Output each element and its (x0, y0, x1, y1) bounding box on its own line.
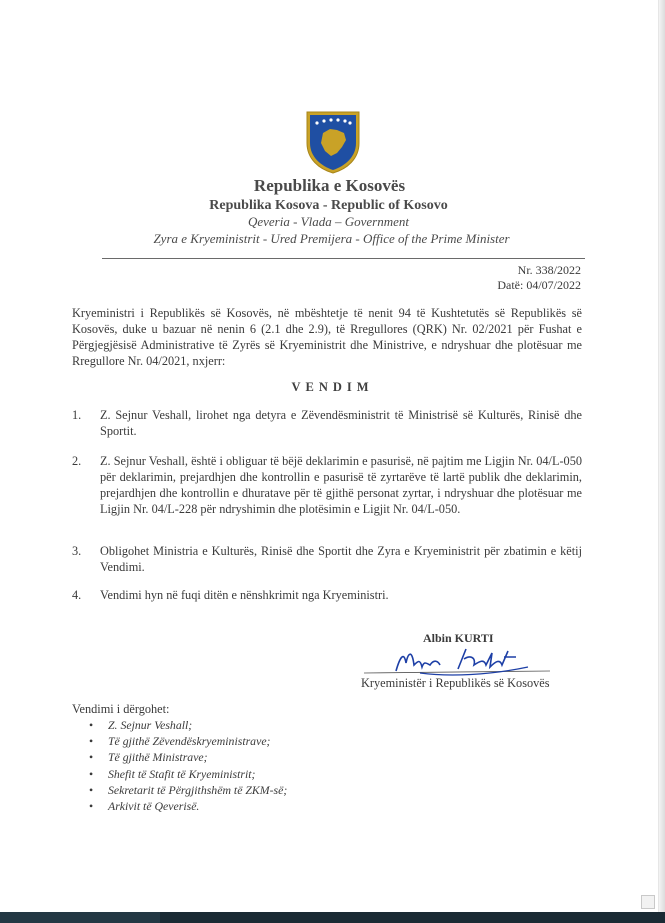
item-number: 3. (72, 544, 82, 558)
item-text: Vendimi hyn në fuqi ditën e nënshkrimit nga Kryeministri. (100, 588, 389, 602)
kosovo-coat-of-arms-icon (303, 109, 363, 175)
list-item: • Të gjithë Ministrave; (89, 750, 208, 765)
document-date: Datë: 04/07/2022 (497, 278, 581, 292)
header-country-multilingual: Republika Kosova - Republic of Kosovo (209, 198, 448, 213)
decision-item (72, 453, 582, 517)
decision-item (72, 543, 582, 575)
list-item: • Z. Sejnur Veshall; (89, 718, 193, 732)
bullet-icon: • (89, 750, 94, 765)
reference-block (497, 263, 581, 293)
document-number: Nr. 338/2022 (517, 263, 581, 277)
viewer-bottom-bar-segment (0, 912, 160, 923)
item-number: 2. (72, 454, 82, 468)
intro-paragraph: Kryeministri i Republikës së Kosovës, në mbështetje të nenit 94 të Kushtetutës së Republikës së Kosovës, duke u bazuar në nenin 6 (2.1 dhe 2.9), të Rregullores (QRK) Nr. 02/2021 për Fushat e Përgjegjësisë Administrative të Zyrës së Kryeministrit dhe Ministrive, e ndryshuar dhe plotësuar me Rregullore Nr. 04/2021, nxjerr: (72, 306, 582, 368)
handwritten-signature (360, 643, 560, 679)
item-text: Obligohet Ministria e Kulturës, Rinisë dhe Sportit dhe Zyra e Kryeministrit për zbatimin e këtij Vendimi. (100, 544, 582, 574)
viewer-bottom-bar (0, 912, 665, 923)
item-text: Z. Sejnur Veshall, lirohet nga detyra e Zëvendësministrit të Ministrisë së Kulturës, Rinisë dhe Sportit. (100, 408, 582, 438)
bullet-icon: • (89, 799, 94, 814)
list-item: • Shefit të Stafit të Kryeministrit; (89, 766, 256, 781)
decision-title: VENDIM (291, 380, 374, 394)
header-government: Qeveria - Vlada – Government (247, 214, 409, 229)
bullet-icon: • (89, 766, 94, 781)
decision-item (72, 587, 582, 603)
item-number: 4. (72, 588, 82, 602)
item-text: Z. Sejnur Veshall, është i obliguar të bëjë deklarimin e pasurisë, në pajtim me Ligjin Nr. 04/L-050 për deklarimin, prejardhjen dhe kontrollin e pasurisë të zyrtarëve të lartë publik dhe deklarimin, prejardhjen dhe kontrollin e dhuratave për të gjithë personat zyrtar, i ndryshuar dhe plotësuar me Ligjin Nr. 04/L-228 për ndryshimin dhe plotësimin e Ligjit Nr. 04/L-050. (100, 454, 582, 516)
signatory-title: Kryeministër i Republikës së Kosovës (361, 676, 550, 690)
signatory-name: Albin KURTI (423, 631, 494, 645)
recipients-list (88, 717, 287, 814)
header-office: Zyra e Kryeministrit - Ured Premijera - Office of the Prime Minister (153, 231, 510, 246)
recipients-heading: Vendimi i dërgohet: (72, 702, 170, 716)
header-country-name: Republika e Kosovës (253, 176, 406, 195)
list-item: • Sekretarit të Përgjithshëm të ZKM-së; (89, 782, 288, 797)
bullet-icon: • (89, 718, 94, 732)
bullet-icon: • (89, 734, 94, 749)
list-item: • Të gjithë Zëvendëskryeministrave; (89, 734, 271, 749)
bullet-icon: • (89, 782, 94, 797)
page-edge-shadow (658, 0, 665, 923)
header-divider (102, 258, 585, 259)
item-number: 1. (72, 408, 82, 422)
list-item: • Arkivit të Qeverisë. (89, 799, 200, 814)
scroll-corner[interactable] (641, 895, 655, 909)
decision-item (72, 407, 582, 439)
